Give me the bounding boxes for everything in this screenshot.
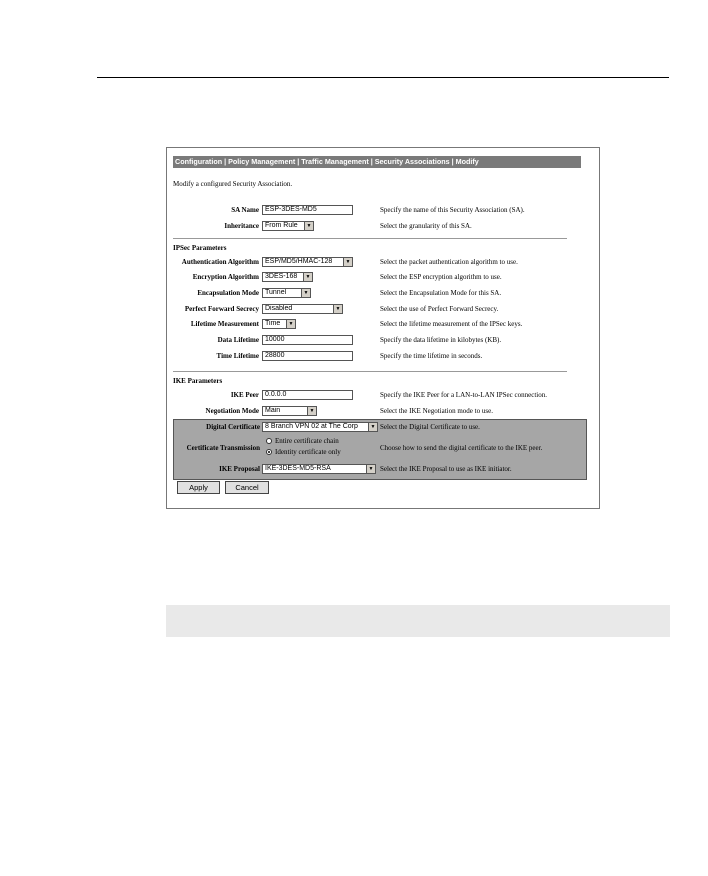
certificate-transmission-help: Choose how to send the digital certificate to the IKE peer. [380, 444, 543, 452]
data-lifetime-label: Data Lifetime [217, 336, 259, 344]
auth-algo-label: Authentication Algorithm [181, 258, 259, 266]
chevron-down-icon: ▼ [301, 289, 310, 297]
sa-name-label: SA Name [231, 206, 259, 214]
breadcrumb-modify: Modify [455, 157, 479, 166]
section-divider [173, 371, 567, 372]
chevron-down-icon: ▼ [304, 222, 313, 230]
digital-certificate-label: Digital Certificate [206, 423, 260, 431]
encap-mode-select[interactable]: Tunnel ▼ [262, 288, 311, 298]
negotiation-mode-select[interactable]: Main ▼ [262, 406, 317, 416]
cancel-button[interactable]: Cancel [225, 481, 269, 494]
ike-proposal-label: IKE Proposal [219, 465, 260, 473]
negotiation-mode-help: Select the IKE Negotiation mode to use. [380, 407, 493, 415]
ike-peer-help: Specify the IKE Peer for a LAN-to-LAN IPSec connection. [380, 391, 547, 399]
inheritance-label: Inheritance [224, 222, 259, 230]
chevron-down-icon: ▼ [303, 273, 312, 281]
auth-algo-help: Select the packet authentication algorithm to use. [380, 258, 518, 266]
pfs-select[interactable]: Disabled ▼ [262, 304, 343, 314]
chevron-down-icon: ▼ [366, 465, 375, 473]
chevron-down-icon: ▼ [368, 423, 377, 431]
time-lifetime-help: Specify the time lifetime in seconds. [380, 352, 483, 360]
breadcrumb-traffic-management[interactable]: Traffic Management [301, 157, 369, 166]
enc-algo-help: Select the ESP encryption algorithm to use. [380, 273, 502, 281]
data-lifetime-input[interactable]: 10000 [262, 335, 353, 345]
data-lifetime-help: Specify the data lifetime in kilobytes (KB). [380, 336, 502, 344]
auth-algo-select[interactable]: ESP/MD5/HMAC-128 ▼ [262, 257, 353, 267]
sa-name-input[interactable]: ESP-3DES-MD5 [262, 205, 353, 215]
negotiation-mode-label: Negotiation Mode [205, 407, 259, 415]
ike-peer-label: IKE Peer [230, 391, 259, 399]
radio-identity-only[interactable] [266, 449, 272, 455]
enc-algo-select[interactable]: 3DES-168 ▼ [262, 272, 313, 282]
encap-mode-help: Select the Encapsulation Mode for this SA. [380, 289, 502, 297]
chevron-down-icon: ▼ [286, 320, 295, 328]
lifetime-measurement-select[interactable]: Time ▼ [262, 319, 296, 329]
ike-peer-input[interactable]: 0.0.0.0 [262, 390, 353, 400]
inheritance-select[interactable]: From Rule ▼ [262, 221, 314, 231]
breadcrumb: Configuration | Policy Management | Traffic Management | Security Associations | Modify [173, 156, 581, 168]
note-bar [166, 605, 670, 637]
chevron-down-icon: ▼ [307, 407, 316, 415]
digital-certificate-help: Select the Digital Certificate to use. [380, 423, 480, 431]
chevron-down-icon: ▼ [333, 305, 342, 313]
radio-entire-chain-label: Entire certificate chain [275, 437, 339, 445]
inheritance-help: Select the granularity of this SA. [380, 222, 472, 230]
breadcrumb-security-associations[interactable]: Security Associations [374, 157, 450, 166]
apply-button[interactable]: Apply [177, 481, 220, 494]
ike-section-title: IKE Parameters [173, 377, 223, 385]
radio-identity-only-label: Identity certificate only [275, 448, 341, 456]
digital-certificate-select[interactable]: 8 Branch VPN 02 at The Corp ▼ [262, 422, 378, 432]
certificate-transmission-label: Certificate Transmission [186, 444, 260, 452]
chevron-down-icon: ▼ [343, 258, 352, 266]
encap-mode-label: Encapsulation Mode [197, 289, 259, 297]
time-lifetime-label: Time Lifetime [216, 352, 259, 360]
section-divider [173, 238, 567, 239]
sa-name-help: Specify the name of this Security Association (SA). [380, 206, 525, 214]
breadcrumb-configuration[interactable]: Configuration [175, 157, 223, 166]
ipsec-section-title: IPSec Parameters [173, 244, 227, 252]
breadcrumb-policy-management[interactable]: Policy Management [228, 157, 296, 166]
ike-proposal-select[interactable]: IKE-3DES-MD5-RSA ▼ [262, 464, 376, 474]
time-lifetime-input[interactable]: 28800 [262, 351, 353, 361]
lifetime-measurement-label: Lifetime Measurement [190, 320, 259, 328]
lifetime-measurement-help: Select the lifetime measurement of the IPSec keys. [380, 320, 523, 328]
pfs-help: Select the use of Perfect Forward Secrecy. [380, 305, 499, 313]
page-header-rule [97, 77, 669, 78]
pfs-label: Perfect Forward Secrecy [184, 305, 259, 313]
intro-text: Modify a configured Security Association. [173, 180, 293, 188]
radio-entire-chain[interactable] [266, 438, 272, 444]
ike-proposal-help: Select the IKE Proposal to use as IKE initiator. [380, 465, 512, 473]
enc-algo-label: Encryption Algorithm [192, 273, 259, 281]
